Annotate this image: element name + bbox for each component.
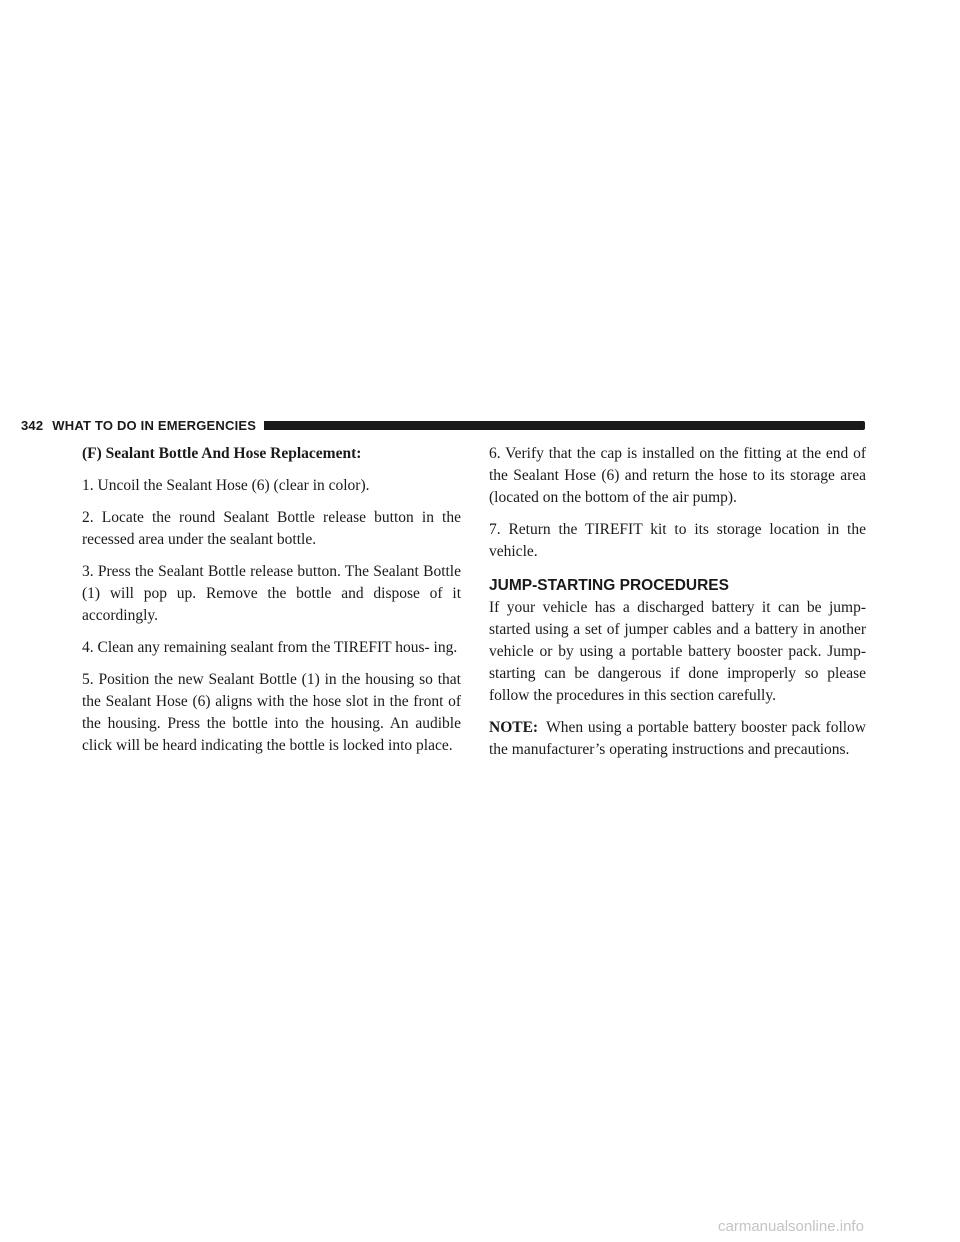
- note-text: When using a portable battery booster pack follow the manufacturer’s operating instructions and precautions.: [489, 719, 866, 758]
- step-2: 2. Locate the round Sealant Bottle release button in the recessed area under the sealant bottle.: [82, 509, 461, 548]
- watermark: carmanualsonline.info: [718, 1218, 864, 1235]
- header-rule: [264, 421, 865, 430]
- note-paragraph: [489, 717, 866, 761]
- page-header: [0, 415, 865, 435]
- section-title: WHAT TO DO IN EMERGENCIES: [52, 417, 257, 433]
- subheading: (F) Sealant Bottle And Hose Replacement:: [82, 445, 362, 462]
- step-3: 3. Press the Sealant Bottle release button. The Sealant Bottle (1) will pop up. Remove the bottle and dispose of it accordingly.: [82, 563, 461, 624]
- note-label: NOTE:: [489, 719, 539, 736]
- step-5: 5. Position the new Sealant Bottle (1) in the housing so that the Sealant Hose (6) aligns with the hose slot in the front of the housing. Press the bottle into the housing. An audible click will be heard indicating the bottle is locked into place.: [82, 671, 461, 754]
- page-number: 342: [21, 417, 44, 433]
- step-7: 7. Return the TIREFIT kit to its storage location in the vehicle.: [489, 521, 866, 560]
- step-6: 6. Verify that the cap is installed on the fitting at the end of the Sealant Hose (6) and return the hose to its storage area (located on the bottom of the air pump).: [489, 445, 866, 506]
- step-1: 1. Uncoil the Sealant Hose (6) (clear in color).: [82, 477, 370, 494]
- section-heading: JUMP-STARTING PROCEDURES: [489, 577, 729, 594]
- intro-paragraph: If your vehicle has a discharged battery it can be jump- started using a set of jumper cables and a battery in another vehicle or by using a portable battery booster pack. Jump-starting can be dangerous if done improperly so please follow the procedures in this section carefully.: [489, 599, 866, 704]
- right-column: [489, 443, 866, 771]
- left-column: [82, 443, 461, 767]
- step-4: 4. Clean any remaining sealant from the TIREFIT hous- ing.: [82, 639, 458, 656]
